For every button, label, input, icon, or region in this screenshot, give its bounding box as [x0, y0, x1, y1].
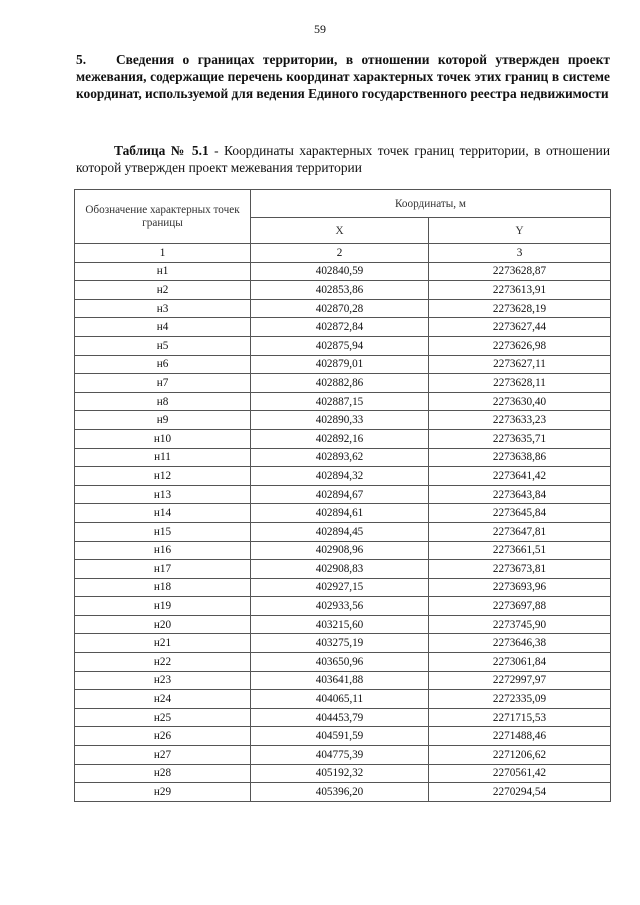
point-name-cell: н24 — [75, 690, 251, 709]
y-coordinate-cell: 2273697,88 — [429, 597, 611, 616]
x-coordinate-cell: 402908,83 — [251, 560, 429, 579]
y-coordinate-cell: 2270561,42 — [429, 764, 611, 783]
point-name-cell: н9 — [75, 411, 251, 430]
point-name-cell: н14 — [75, 504, 251, 523]
header-x: X — [251, 218, 429, 244]
x-coordinate-cell: 402892,16 — [251, 429, 429, 448]
x-coordinate-cell: 405192,32 — [251, 764, 429, 783]
point-name-cell: н29 — [75, 783, 251, 802]
table-row — [75, 448, 611, 467]
table-caption — [76, 142, 610, 176]
y-coordinate-cell: 2273635,71 — [429, 429, 611, 448]
point-name-cell: н13 — [75, 485, 251, 504]
table-row — [75, 653, 611, 672]
table-row — [75, 485, 611, 504]
y-coordinate-cell: 2273626,98 — [429, 336, 611, 355]
x-coordinate-cell: 402882,86 — [251, 374, 429, 393]
y-coordinate-cell: 2273646,38 — [429, 634, 611, 653]
section-number: 5. — [76, 52, 87, 67]
x-coordinate-cell: 403650,96 — [251, 653, 429, 672]
point-name-cell: н15 — [75, 522, 251, 541]
column-number: 3 — [429, 244, 611, 263]
y-coordinate-cell: 2273061,84 — [429, 653, 611, 672]
x-coordinate-cell: 404591,59 — [251, 727, 429, 746]
coordinates-table — [74, 189, 611, 802]
section-heading — [76, 51, 610, 102]
table-row — [75, 597, 611, 616]
table-row — [75, 615, 611, 634]
y-coordinate-cell: 2273641,42 — [429, 467, 611, 486]
y-coordinate-cell: 2273630,40 — [429, 392, 611, 411]
x-coordinate-cell: 403275,19 — [251, 634, 429, 653]
x-coordinate-cell: 404775,39 — [251, 746, 429, 765]
table-row — [75, 634, 611, 653]
header-point-name: Обозначение характерных точек границы — [75, 190, 251, 244]
table-row — [75, 727, 611, 746]
x-coordinate-cell: 402853,86 — [251, 281, 429, 300]
table-row — [75, 746, 611, 765]
point-name-cell: н25 — [75, 708, 251, 727]
x-coordinate-cell: 402875,94 — [251, 336, 429, 355]
x-coordinate-cell: 402840,59 — [251, 262, 429, 281]
table-row — [75, 708, 611, 727]
y-coordinate-cell: 2271206,62 — [429, 746, 611, 765]
y-coordinate-cell: 2273673,81 — [429, 560, 611, 579]
table-row — [75, 411, 611, 430]
section-title: Сведения о границах территории, в отношении которой утвержден проект межевания, содержащие перечень координат характерных точек этих границ в системе координат, используемой для ведения Единого государственного реестра недвижимости — [76, 52, 610, 101]
point-name-cell: н27 — [75, 746, 251, 765]
point-name-cell: н20 — [75, 615, 251, 634]
point-name-cell: н21 — [75, 634, 251, 653]
table-row — [75, 336, 611, 355]
table-row — [75, 429, 611, 448]
table-row — [75, 467, 611, 486]
y-coordinate-cell: 2273627,44 — [429, 318, 611, 337]
y-coordinate-cell: 2272997,97 — [429, 671, 611, 690]
point-name-cell: н26 — [75, 727, 251, 746]
point-name-cell: н2 — [75, 281, 251, 300]
header-coordinates: Координаты, м — [251, 190, 611, 218]
y-coordinate-cell: 2271715,53 — [429, 708, 611, 727]
column-number-row — [75, 244, 611, 263]
x-coordinate-cell: 402894,67 — [251, 485, 429, 504]
x-coordinate-cell: 402887,15 — [251, 392, 429, 411]
point-name-cell: н10 — [75, 429, 251, 448]
table-row — [75, 671, 611, 690]
x-coordinate-cell: 402908,96 — [251, 541, 429, 560]
x-coordinate-cell: 402872,84 — [251, 318, 429, 337]
y-coordinate-cell: 2273638,86 — [429, 448, 611, 467]
point-name-cell: н12 — [75, 467, 251, 486]
point-name-cell: н11 — [75, 448, 251, 467]
x-coordinate-cell: 402894,32 — [251, 467, 429, 486]
x-coordinate-cell: 402890,33 — [251, 411, 429, 430]
x-coordinate-cell: 404453,79 — [251, 708, 429, 727]
point-name-cell: н7 — [75, 374, 251, 393]
x-coordinate-cell: 402894,61 — [251, 504, 429, 523]
table-caption-label: Таблица № 5.1 — [114, 143, 209, 158]
table-row — [75, 764, 611, 783]
y-coordinate-cell: 2273643,84 — [429, 485, 611, 504]
table-row — [75, 299, 611, 318]
point-name-cell: н3 — [75, 299, 251, 318]
column-number: 2 — [251, 244, 429, 263]
point-name-cell: н8 — [75, 392, 251, 411]
point-name-cell: н4 — [75, 318, 251, 337]
table-row — [75, 541, 611, 560]
x-coordinate-cell: 404065,11 — [251, 690, 429, 709]
y-coordinate-cell: 2273628,87 — [429, 262, 611, 281]
y-coordinate-cell: 2273745,90 — [429, 615, 611, 634]
table-row — [75, 522, 611, 541]
table-row — [75, 783, 611, 802]
column-number: 1 — [75, 244, 251, 263]
point-name-cell: н18 — [75, 578, 251, 597]
y-coordinate-cell: 2272335,09 — [429, 690, 611, 709]
table-row — [75, 578, 611, 597]
point-name-cell: н5 — [75, 336, 251, 355]
table-row — [75, 374, 611, 393]
y-coordinate-cell: 2273661,51 — [429, 541, 611, 560]
y-coordinate-cell: 2273628,11 — [429, 374, 611, 393]
table-row — [75, 262, 611, 281]
point-name-cell: н22 — [75, 653, 251, 672]
y-coordinate-cell: 2273693,96 — [429, 578, 611, 597]
table-row — [75, 560, 611, 579]
y-coordinate-cell: 2271488,46 — [429, 727, 611, 746]
table-row — [75, 318, 611, 337]
point-name-cell: н6 — [75, 355, 251, 374]
table-row — [75, 281, 611, 300]
y-coordinate-cell: 2273633,23 — [429, 411, 611, 430]
x-coordinate-cell: 402893,62 — [251, 448, 429, 467]
x-coordinate-cell: 402879,01 — [251, 355, 429, 374]
y-coordinate-cell: 2270294,54 — [429, 783, 611, 802]
y-coordinate-cell: 2273627,11 — [429, 355, 611, 374]
point-name-cell: н19 — [75, 597, 251, 616]
table-caption-text: - Координаты характерных точек границ территории, в отношении которой утвержден проект межевания территории — [76, 143, 610, 175]
y-coordinate-cell: 2273613,91 — [429, 281, 611, 300]
point-name-cell: н23 — [75, 671, 251, 690]
header-y: Y — [429, 218, 611, 244]
x-coordinate-cell: 403641,88 — [251, 671, 429, 690]
table-row — [75, 392, 611, 411]
y-coordinate-cell: 2273645,84 — [429, 504, 611, 523]
x-coordinate-cell: 402894,45 — [251, 522, 429, 541]
y-coordinate-cell: 2273628,19 — [429, 299, 611, 318]
table-row — [75, 690, 611, 709]
y-coordinate-cell: 2273647,81 — [429, 522, 611, 541]
x-coordinate-cell: 402927,15 — [251, 578, 429, 597]
x-coordinate-cell: 403215,60 — [251, 615, 429, 634]
point-name-cell: н16 — [75, 541, 251, 560]
point-name-cell: н17 — [75, 560, 251, 579]
table-row — [75, 355, 611, 374]
point-name-cell: н28 — [75, 764, 251, 783]
x-coordinate-cell: 402870,28 — [251, 299, 429, 318]
point-name-cell: н1 — [75, 262, 251, 281]
table-row — [75, 504, 611, 523]
x-coordinate-cell: 405396,20 — [251, 783, 429, 802]
x-coordinate-cell: 402933,56 — [251, 597, 429, 616]
page-number: 59 — [314, 22, 326, 36]
